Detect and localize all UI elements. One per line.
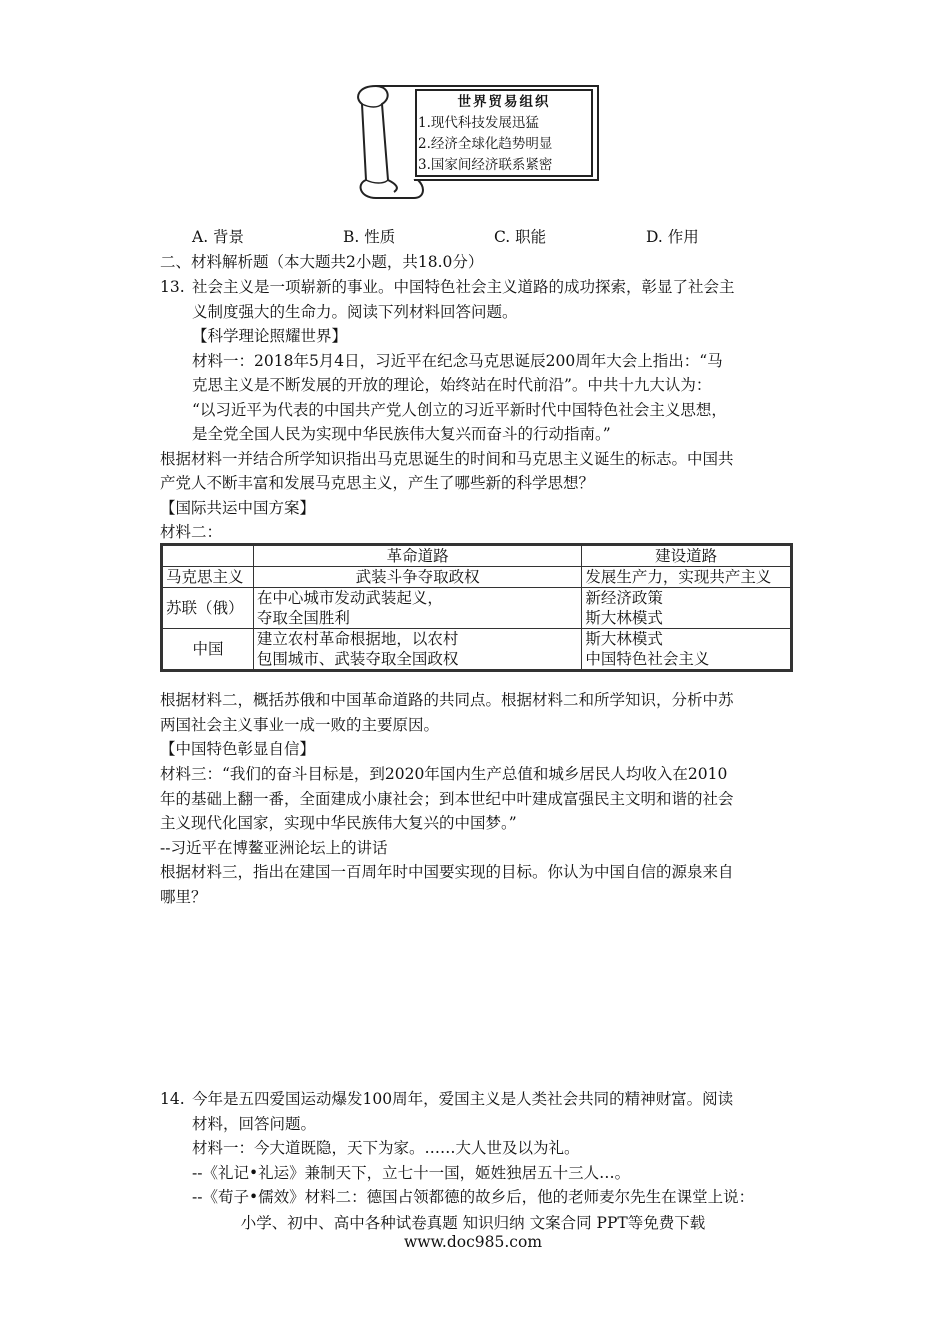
part-title: 【中国特色彰显自信】 [160, 740, 316, 758]
material-line: 是全党全国人民为实现中华民族伟大复兴而奋斗的行动指南。” [192, 425, 611, 443]
question-number: 14. [160, 1090, 185, 1108]
scroll-item: 2.经济全球化趋势明显 [418, 136, 553, 152]
question-line: 根据材料三，指出在建国一百周年时中国要实现的目标。你认为中国自信的源泉来自 [160, 863, 734, 881]
material-line: “以习近平为代表的中国共产党人创立的习近平新时代中国特色社会主义思想， [192, 401, 727, 419]
table-cell-line: 斯大林模式 [585, 609, 663, 627]
table-row-label: 马克思主义 [163, 567, 254, 588]
scroll-item: 1.现代科技发展迅猛 [418, 115, 539, 131]
material-line: 主义现代化国家，实现中华民族伟大复兴的中国梦。” [160, 814, 517, 832]
table-row [163, 629, 791, 670]
table-cell: 武装斗争夺取政权 [253, 567, 581, 588]
material-line: 材料一：2018年5月4日，习近平在纪念马克思诞辰200周年大会上指出：“马 [192, 352, 723, 370]
source-line: --《荀子•儒效》材料二：德国占领都德的故乡后，他的老师麦尔先生在课堂上说： [192, 1188, 755, 1206]
table-cell-line: 建立农村革命根据地，以农村 [256, 630, 459, 648]
part-title: 【国际共运中国方案】 [160, 499, 316, 517]
question-line: 产党人不断丰富和发展马克思主义，产生了哪些新的科学思想？ [160, 474, 595, 492]
table-cell-line: 包围城市、武装夺取全国政权 [256, 650, 459, 668]
scroll-text [418, 92, 590, 176]
table-header-cell [163, 546, 254, 567]
footer-line: 小学、初中、高中各种试卷真题 知识归纳 文案合同 PPT等免费下载 [240, 1214, 706, 1232]
table-header-row [163, 546, 791, 567]
scroll-title: 世界贸易组织 [457, 94, 551, 110]
table-cell [253, 588, 581, 629]
footer-url: www.doc985.com [403, 1233, 543, 1251]
table-header-cell: 建设道路 [582, 546, 791, 567]
table-cell-line: 中国特色社会主义 [585, 650, 710, 668]
option-b: B. 性质 [343, 228, 396, 246]
question-line: 两国社会主义事业一成一败的主要原因。 [160, 716, 440, 734]
option-c: C. 职能 [494, 228, 547, 246]
table-cell-line: 夺取全国胜利 [256, 609, 350, 627]
table-cell-line: 新经济政策 [585, 589, 663, 607]
q14-intro-line: 今年是五四爱国运动爆发100周年，爱国主义是人类社会共同的精神财富。阅读 [192, 1090, 734, 1108]
question-line: 根据材料二，概括苏俄和中国革命道路的共同点。根据材料二和所学知识，分析中苏 [160, 691, 734, 709]
material-line: 材料三：“我们的奋斗目标是，到2020年国内生产总值和城乡居民人均收入在2010 [160, 765, 728, 783]
option-d: D. 作用 [646, 228, 699, 246]
table-cell-line: 斯大林模式 [585, 630, 663, 648]
table-row [163, 567, 791, 588]
question-line: 根据材料一并结合所学知识指出马克思诞生的时间和马克思主义诞生的标志。中国共 [160, 450, 734, 468]
table-row-label: 苏联（俄） [163, 588, 254, 629]
q13-intro-line: 义制度强大的生命力。阅读下列材料回答问题。 [192, 303, 518, 321]
table-cell: 发展生产力，实现共产主义 [582, 567, 791, 588]
table-cell [253, 629, 581, 670]
material-label: 材料二： [160, 523, 223, 541]
source-line: --习近平在博鳌亚洲论坛上的讲话 [160, 839, 388, 857]
option-a: A. 背景 [192, 228, 245, 246]
section-title: 二、材料解析题（本大题共2小题，共18.0分） [160, 253, 484, 271]
table-header-cell: 革命道路 [253, 546, 581, 567]
table-cell-line: 在中心城市发动武装起义， [256, 589, 443, 607]
question-line: 哪里？ [160, 888, 207, 906]
source-line: --《礼记•礼运》兼制天下，立七十一国，姬姓独居五十三人…。 [192, 1164, 631, 1182]
q14-intro-line: 材料，回答问题。 [192, 1115, 317, 1133]
material-line: 年的基础上翻一番，全面建成小康社会；到本世纪中叶建成富强民主文明和谐的社会 [160, 790, 734, 808]
question-number: 13. [160, 278, 185, 296]
q13-intro-line: 社会主义是一项崭新的事业。中国特色社会主义道路的成功探索，彰显了社会主 [192, 278, 735, 296]
table-cell [582, 588, 791, 629]
table-cell [582, 629, 791, 670]
material-table [162, 545, 791, 670]
material-line: 材料一：今大道既隐，天下为家。……大人世及以为礼。 [192, 1139, 580, 1157]
table-row-label: 中国 [163, 629, 254, 670]
table-row [163, 588, 791, 629]
material-line: 克思主义是不断发展的开放的理论，始终站在时代前沿”。中共十九大认为： [192, 376, 712, 394]
part-title: 【科学理论照耀世界】 [192, 327, 348, 345]
scroll-item: 3.国家间经济联系紧密 [418, 157, 553, 173]
